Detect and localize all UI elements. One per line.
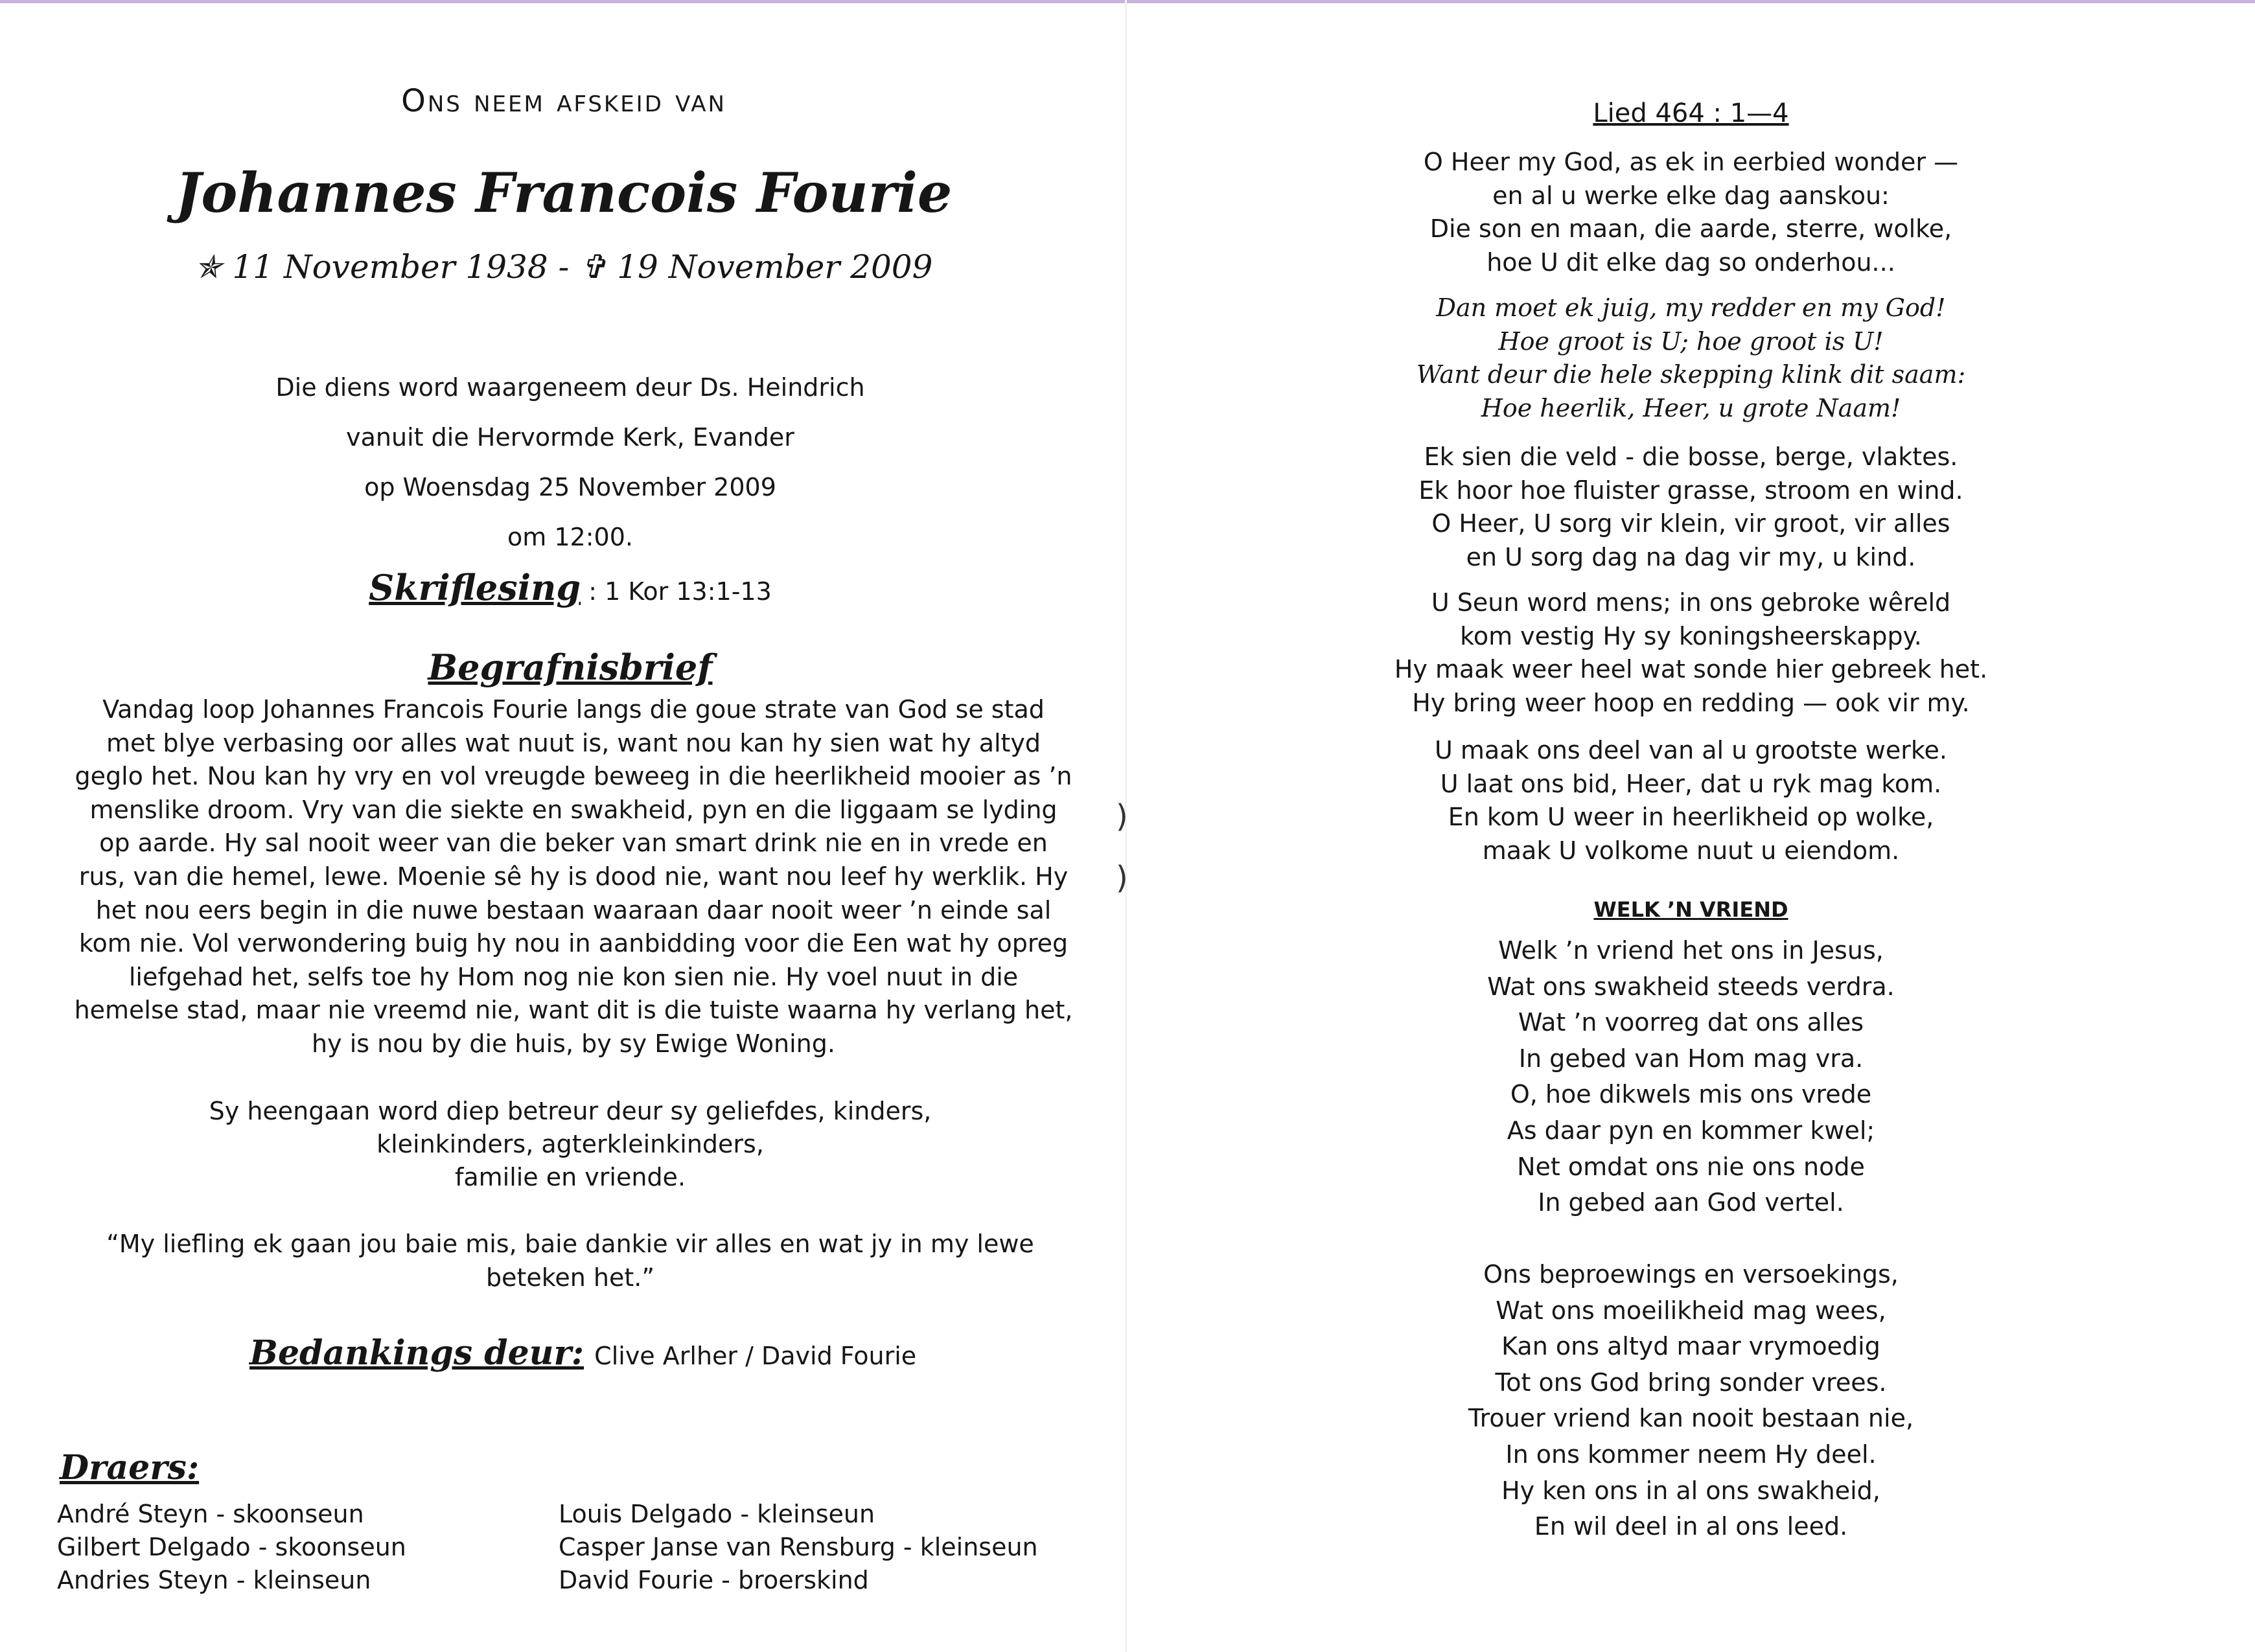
letter-line: geglo het. Nou kan hy vry en vol vreugde beweeg in die heerlikheid mooier as ’n — [75, 762, 1072, 791]
hymn-line: kom vestig Hy sy koningsheerskappy. — [1460, 621, 1922, 650]
deceased-name: Johannes Francois Fourie — [175, 161, 953, 225]
hymn-title: Lied 464 : 1—4 — [1593, 98, 1789, 128]
service-line: op Woensdag 25 November 2009 — [364, 473, 776, 501]
song-line: En wil deel in al ons leed. — [1534, 1512, 1848, 1541]
life-dates — [0, 248, 1128, 286]
hymn-refrain — [1127, 292, 2255, 425]
song-verse-2 — [1127, 1257, 2255, 1545]
hymn-line: U Seun word mens; in ons gebroke wêreld — [1431, 588, 1951, 617]
birth-date: 11 November 1938 — [232, 248, 548, 286]
hymn-line: Want deur die hele skepping klink dit saam: — [1416, 360, 1966, 389]
death-date: 19 November 2009 — [617, 248, 933, 286]
song-line: Kan ons altyd maar vrymoedig — [1501, 1332, 1880, 1361]
hymn-line: Hoe groot is U; hoe groot is U! — [1498, 327, 1884, 356]
song-line: Wat ons swakheid steeds verdra. — [1487, 972, 1895, 1001]
thanks-heading: Bedankings deur: — [249, 1333, 584, 1373]
scripture-reading — [0, 567, 1140, 608]
letter-heading: Begrafnisbrief — [428, 647, 713, 688]
hymn-line: en U sorg dag na dag vir my, u kind. — [1466, 542, 1916, 571]
hymn-line: U maak ons deel van al u grootste werke. — [1435, 736, 1947, 764]
service-line: om 12:00. — [507, 523, 633, 551]
song-line: Hy ken ons in al ons swakheid, — [1501, 1476, 1880, 1505]
letter-line: rus, van die hemel, lewe. Moenie sê hy is dood nie, want nou leef hy werklik. Hy — [78, 862, 1069, 891]
hymn-line: En kom U weer in heerlikheid op wolke, — [1448, 803, 1934, 832]
thanks-names: Clive Arlher / David Fourie — [594, 1342, 917, 1370]
hymn-line: hoe U dit elke dag so onderhou... — [1486, 247, 1895, 277]
birth-star-icon: ✯ — [194, 248, 222, 286]
song-line: In ons kommer neem Hy deel. — [1505, 1440, 1877, 1469]
bearers-list-right — [559, 1498, 1038, 1597]
bearer-item: Louis Delgado - kleinseun — [559, 1500, 875, 1528]
letter-line: hemelse stad, maar nie vreemd nie, want dit is die tuiste waarna hy verlang het, — [74, 996, 1073, 1025]
song-line: In gebed van Hom mag vra. — [1518, 1044, 1864, 1073]
letter-line: met blye verbasing oor alles wat nuut is, want nou kan hy sien wat hy altyd — [106, 728, 1041, 757]
service-line: Die diens word waargeneem deur Ds. Heindrich — [275, 373, 865, 402]
song-line: O, hoe dikwels mis ons vrede — [1510, 1080, 1872, 1109]
hymn-line: Hoe heerlik, Heer, u grote Naam! — [1481, 393, 1901, 422]
letter-line: het nou eers begin in die nuwe bestaan waaraan daar nooit weer ’n einde sal — [95, 895, 1052, 924]
hymn-line: Hy maak weer heel wat sonde hier gebreek het. — [1394, 655, 1988, 684]
bearer-item: Gilbert Delgado - skoonseun — [57, 1533, 406, 1561]
letter-line: op aarde. Hy sal nooit weer van die beker van smart drink nie en in vrede en — [99, 829, 1048, 858]
hymn-line: Ek hoor hoe fluister grasse, stroom en wind. — [1418, 476, 1963, 505]
letter-line: kom nie. Vol verwondering buig hy nou in aanbidding voor die Een wat hy opreg — [78, 929, 1069, 958]
quote-line: “My liefling ek gaan jou baie mis, baie dankie vir alles en wat jy in my lewe — [106, 1230, 1034, 1258]
mourners-line: kleinkinders, agterkleinkinders, — [376, 1130, 764, 1158]
mourners-line: Sy heengaan word diep betreur deur sy geliefdes, kinders, — [209, 1097, 932, 1125]
bearer-item: André Steyn - skoonseun — [57, 1500, 364, 1528]
letter-body — [29, 693, 1118, 1061]
hymn-line: Dan moet ek juig, my redder en my God! — [1436, 293, 1946, 322]
hymn-line: Die son en maan, die aarde, sterre, wolke, — [1429, 214, 1952, 244]
letter-line: hy is nou by die huis, by sy Ewige Woning. — [312, 1029, 835, 1058]
death-cross-icon: ✞ — [579, 248, 607, 286]
hymn-stanza-4 — [1127, 586, 2255, 720]
song-line: Welk ’n vriend het ons in Jesus, — [1498, 936, 1884, 965]
service-line: vanuit die Hervormde Kerk, Evander — [346, 423, 794, 452]
right-page — [1127, 0, 2255, 1652]
farewell-quote — [0, 1227, 1140, 1294]
song-verse-1 — [1127, 933, 2255, 1221]
hymn-stanza-5 — [1127, 734, 2255, 867]
song-title: WELK ’N VRIEND — [1593, 897, 1788, 922]
song-line: As daar pyn en kommer kwel; — [1507, 1116, 1875, 1145]
hymn-line: en al u werke elke dag aanskou: — [1492, 181, 1890, 210]
mourners-line: familie en vriende. — [454, 1163, 686, 1191]
scripture-heading: Skriflesing — [369, 567, 581, 608]
margin-mark: ) — [1116, 860, 1128, 896]
letter-line: liefgehad het, selfs toe hy Hom nog nie kon sien nie. Hy voel nuut in die — [128, 962, 1019, 991]
song-line: Ons beproewings en versoekings, — [1483, 1260, 1899, 1289]
hymn-line: Ek sien die veld - die bosse, berge, vlaktes. — [1424, 442, 1958, 471]
thanks-section — [249, 1333, 916, 1373]
mourners-text — [0, 1095, 1140, 1194]
bearer-item: Andries Steyn - kleinseun — [57, 1566, 371, 1594]
song-line: Trouer vriend kan nooit bestaan nie, — [1468, 1404, 1914, 1433]
date-separator: - — [558, 248, 570, 286]
letter-line: menslike droom. Vry van die siekte en swakheid, pyn en die liggaam se lyding — [89, 795, 1058, 824]
service-info — [0, 363, 1140, 562]
quote-line: beteken het.” — [485, 1263, 655, 1292]
hymn-stanza-3 — [1127, 441, 2255, 574]
hymn-stanza-1 — [1127, 146, 2255, 279]
song-line: Tot ons God bring sonder vrees. — [1495, 1368, 1887, 1397]
song-line: Wat ons moeilikheid mag wees, — [1496, 1296, 1886, 1325]
bearer-item: David Fourie - broerskind — [559, 1566, 869, 1594]
hymn-line: maak U volkome nuut u eiendom. — [1482, 836, 1900, 865]
hymn-line: O Heer my God, as ek in eerbied wonder — — [1423, 148, 1959, 176]
song-line: Net omdat ons nie ons node — [1517, 1152, 1865, 1181]
song-line: Wat ’n voorreg dat ons alles — [1518, 1008, 1864, 1037]
hymn-line: Hy bring weer hoop en redding — ook vir my. — [1412, 688, 1970, 717]
bearers-heading: Draers: — [60, 1448, 200, 1487]
hymn-line: O Heer, U sorg vir klein, vir groot, vir alles — [1431, 509, 1950, 538]
song-line: In gebed aan God vertel. — [1538, 1188, 1844, 1217]
margin-mark: ) — [1116, 798, 1128, 834]
scripture-text: : 1 Kor 13:1-13 — [588, 577, 772, 606]
hymn-line: U laat ons bid, Heer, dat u ryk mag kom. — [1440, 769, 1942, 798]
letter-line: Vandag loop Johannes Francois Fourie langs die goue strate van God se stad — [102, 695, 1045, 724]
bearers-list-left — [57, 1498, 406, 1597]
farewell-heading: Ons neem afskeid van — [401, 83, 726, 119]
bearer-item: Casper Janse van Rensburg - kleinseun — [559, 1533, 1038, 1561]
